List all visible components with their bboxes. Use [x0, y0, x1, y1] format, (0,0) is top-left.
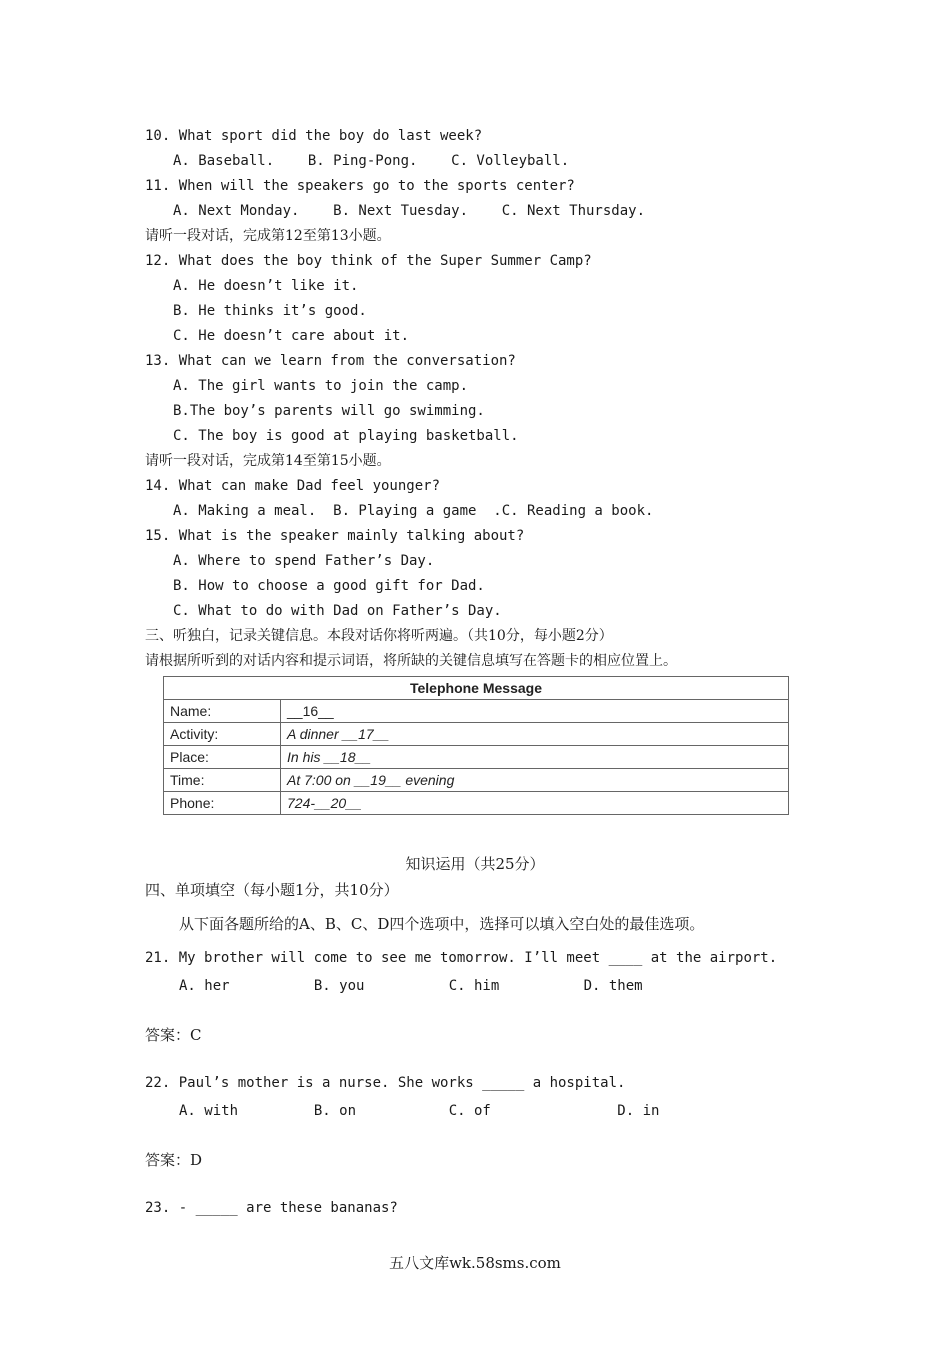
- row-value: __16__: [281, 700, 789, 723]
- q13-text: 13. What can we learn from the conversation?: [145, 353, 516, 369]
- footer-watermark: 五八文库wk.58sms.com: [389, 1254, 561, 1272]
- q11-text: 11. When will the speakers go to the sports center?: [145, 178, 575, 194]
- row-label: Name:: [164, 700, 281, 723]
- q13-option-a: A. The girl wants to join the camp.: [173, 378, 469, 394]
- q21-options: A. her B. you C. him D. them: [179, 978, 643, 994]
- q12-text: 12. What does the boy think of the Super Summer Camp?: [145, 253, 592, 269]
- q15-option-b: B. How to choose a good gift for Dad.: [173, 578, 485, 594]
- q13-option-c: C. The boy is good at playing basketball.: [173, 428, 519, 444]
- section4-instruction: 从下面各题所给的A、B、C、D四个选项中，选择可以填入空白处的最佳选项。: [179, 915, 705, 933]
- q23-text: 23. - _____ are these bananas?: [145, 1200, 398, 1216]
- q22-options: A. with B. on C. of D. in: [179, 1103, 660, 1119]
- table-row: [164, 769, 789, 792]
- q14-options: A. Making a meal. B. Playing a game .C. Reading a book.: [173, 503, 654, 519]
- q10-text: 10. What sport did the boy do last week?: [145, 128, 483, 144]
- telephone-message-table: [163, 676, 789, 815]
- row-label: Activity:: [164, 723, 281, 746]
- q10-options: A. Baseball. B. Ping-Pong. C. Volleyball.: [173, 153, 570, 169]
- q22-text: 22. Paul’s mother is a nurse. She works _____ a hospital.: [145, 1075, 626, 1091]
- q15-option-c: C. What to do with Dad on Father’s Day.: [173, 603, 502, 619]
- table-row: [164, 700, 789, 723]
- q15-option-a: A. Where to spend Father’s Day.: [173, 553, 435, 569]
- instruction-12-13: 请听一段对话，完成第12至第13小题。: [145, 228, 391, 244]
- table-row: [164, 746, 789, 769]
- table-row: [164, 723, 789, 746]
- row-label: Place:: [164, 746, 281, 769]
- q21-answer: 答案：C: [145, 1026, 202, 1044]
- q11-options: A. Next Monday. B. Next Tuesday. C. Next Thursday.: [173, 203, 646, 219]
- row-label: Phone:: [164, 792, 281, 815]
- q21-text: 21. My brother will come to see me tomorrow. I’ll meet ____ at the airport.: [145, 950, 778, 966]
- part-title: 知识运用（共25分）: [405, 855, 545, 873]
- q12-option-b: B. He thinks it’s good.: [173, 303, 367, 319]
- row-value: A dinner __17__: [281, 723, 789, 746]
- q12-option-a: A. He doesn’t like it.: [173, 278, 359, 294]
- q13-option-b: B.The boy’s parents will go swimming.: [173, 403, 485, 419]
- section3-title: 三、听独白，记录关键信息。本段对话你将听两遍。（共10分，每小题2分）: [145, 628, 613, 644]
- section3-instruction: 请根据所听到的对话内容和提示词语，将所缺的关键信息填写在答题卡的相应位置上。: [145, 653, 677, 669]
- table-row: [164, 792, 789, 815]
- q12-option-c: C. He doesn’t care about it.: [173, 328, 410, 344]
- row-value: In his __18__: [281, 746, 789, 769]
- row-value: At 7:00 on __19__ evening: [281, 769, 789, 792]
- q15-text: 15. What is the speaker mainly talking about?: [145, 528, 525, 544]
- q22-answer: 答案：D: [145, 1151, 203, 1169]
- q14-text: 14. What can make Dad feel younger?: [145, 478, 441, 494]
- row-label: Time:: [164, 769, 281, 792]
- instruction-14-15: 请听一段对话，完成第14至第15小题。: [145, 453, 391, 469]
- section4-title: 四、单项填空（每小题1分，共10分）: [145, 881, 399, 899]
- row-value: 724-__20__: [281, 792, 789, 815]
- table-title: Telephone Message: [164, 677, 789, 700]
